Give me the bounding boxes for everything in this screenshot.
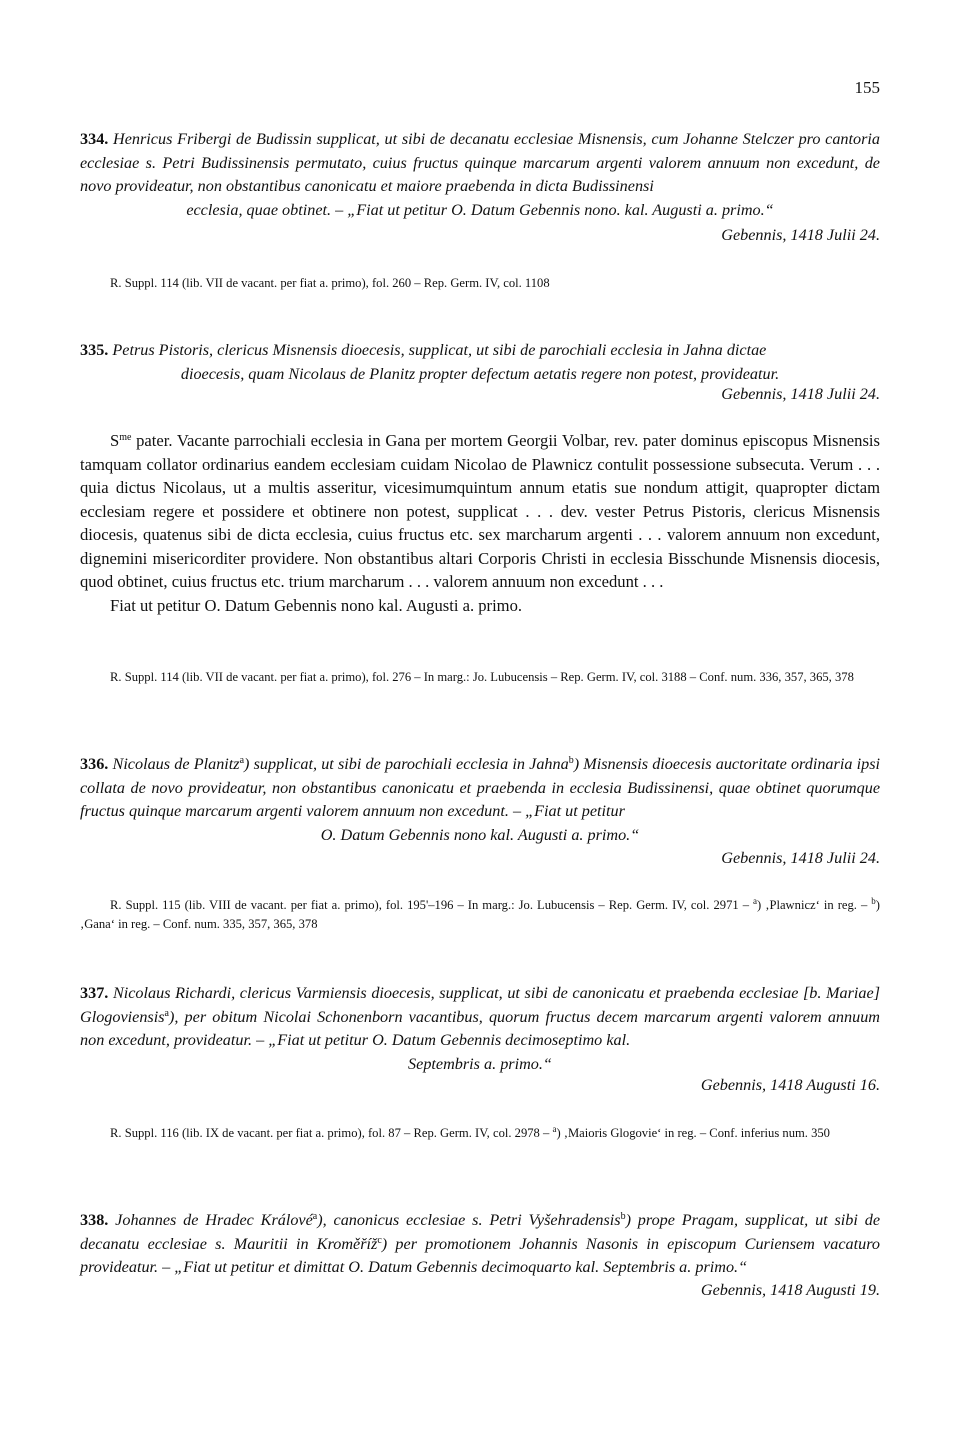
- entry-337-date: Gebennis, 1418 Augusti 16.: [700, 1076, 880, 1094]
- source-text: R. Suppl. 114 (lib. VII de vacant. per fiat a. primo), fol. 276 – In marg.: Jo. Lubucensis – Rep. Germ. IV, col. 3188 – Conf. num. 336, 357, 365, 378: [110, 670, 854, 684]
- footnote-mark: b: [620, 1211, 626, 1222]
- regest-text: ) per promotionem Johannis Nasonis in episcopum Curiensem vacaturo provideatur. – „Fiat ut petitur et dimittat O. Datum Gebennis decimoquarto kal. Septembris a. primo.“: [80, 1234, 880, 1276]
- entry-number: 335.: [80, 341, 109, 359]
- supplication-initial: S: [110, 431, 120, 450]
- regest-text: ), canonicus ecclesiae s. Petri Vyšehradensis: [317, 1211, 621, 1229]
- entry-335-regest: [80, 339, 880, 386]
- entry-337-regest: [80, 982, 880, 1076]
- source-text: R. Suppl. 114 (lib. VII de vacant. per fiat a. primo), fol. 260 – Rep. Germ. IV, col. 1108: [110, 276, 550, 290]
- page-number: 155: [854, 78, 880, 97]
- regest-text-center: O. Datum Gebennis nono kal. Augusti a. primo.“: [320, 825, 640, 844]
- entry-335-supplication-text: [80, 429, 880, 617]
- regest-text-center: Septembris a. primo.“: [408, 1054, 552, 1073]
- entry-number: 338.: [80, 1211, 109, 1229]
- entry-338-regest: [80, 1209, 880, 1280]
- supplication-start: [80, 431, 110, 450]
- source-text: ) ‚Gana‘ in reg. – Conf. num. 335, 357, 365, 378: [80, 898, 880, 931]
- entry-334-date: Gebennis, 1418 Julii 24.: [721, 226, 880, 244]
- entry-number: 336.: [80, 755, 109, 773]
- entry-336-source: [80, 896, 880, 934]
- footnote-mark: a: [164, 1007, 169, 1019]
- regest-text: ) prope Pragam, supplicat, ut sibi de decanatu ecclesiae s. Mauritii in Kroměříž: [80, 1211, 880, 1253]
- source-text: ) ‚Maioris Glogovie‘ in reg. – Conf. inferius num. 350: [556, 1126, 830, 1140]
- regest-text: Johannes de Hradec Králové: [115, 1211, 313, 1229]
- regest-text: Nicolaus de Planitz: [112, 755, 240, 773]
- regest-text: ) supplicat, ut sibi de parochiali ecclesia in Jahna: [244, 755, 569, 773]
- source-text: R. Suppl. 116 (lib. IX de vacant. per fiat a. primo), fol. 87 – Rep. Germ. IV, col. 2978 –: [110, 1126, 553, 1140]
- source-text: R. Suppl. 115 (lib. VIII de vacant. per fiat a. primo), fol. 195'–196 – In marg.: Jo. Lubucensis – Rep. Germ. IV, col. 2971 –: [110, 898, 754, 912]
- footnote-mark: c: [377, 1234, 382, 1246]
- regest-text: Petrus Pistoris, clericus Misnensis dioecesis, supplicat, ut sibi de parochiali ecclesia in Jahna dictae: [112, 341, 767, 359]
- footnote-mark: b: [871, 896, 876, 906]
- footnote-mark: a: [753, 896, 758, 906]
- regest-text-center: ecclesia, quae obtinet. – „Fiat ut petitur O. Datum Gebennis nono. kal. Augusti a. primo.“: [186, 200, 774, 219]
- regest-text-center: dioecesis, quam Nicolaus de Planitz propter defectum aetatis regere non potest, provideatur.: [180, 364, 780, 383]
- footnote-mark: a: [552, 1124, 557, 1134]
- regest-text: Henricus Fribergi de Budissin supplicat, ut sibi de decanatu ecclesiae Misnensis, cum Johanne Stelczer pro cantoria ecclesiae s. Petri Budissinensis permutato, cuius fructus quinque marcarum argenti valorem annuum non excedunt, de novo provideatur, non obstantibus canonicatu et maiore praebenda in dicta Budissinensi: [80, 130, 881, 195]
- entry-number: 334.: [80, 130, 109, 148]
- entry-336-regest: [80, 753, 880, 847]
- regest-text: Nicolaus Richardi, clericus Varmiensis dioecesis, supplicat, ut sibi de canonicatu et praebenda ecclesiae [b. Mariae] Glogoviensis: [80, 984, 880, 1026]
- entry-334-regest: [80, 128, 880, 222]
- source-text: ) ‚Plawnicz‘ in reg. –: [757, 898, 872, 912]
- fiat-line: Fiat ut petitur O. Datum Gebennis nono kal. Augusti a. primo.: [110, 595, 523, 615]
- entry-338-date: Gebennis, 1418 Augusti 19.: [700, 1281, 880, 1299]
- supplication-body: pater. Vacante parrochiali ecclesia in Gana per mortem Georgii Volbar, rev. pater dominus episcopus Misnensis tamquam collator ordinarius eandem ecclesiam cuidam Nicolao de Plawnicz contulit possessione subsecuta. Verum . . . quia dictus Nicolaus, ut a multis asseritur, vicesimumquintum annum etatis sue nondum attigit, quapropter dictam ecclesiam regere et possidere et obtinere non potest, supplicat . . . dev. vester Petrus Pistoris, clericus Misnensis diocesis, quatenus sibi de dicta ecclesia, cuius fructus etc. sex marcharum argenti . . . valorem annuum non excedunt, dignemini misericorditer providere. Non obstantibus altari Corporis Christi in ecclesia Bisschunde Misnensis diocesis, quod obtinet, cuius fructus etc. trium marcharum . . . valorem annuum non excedunt . . .: [80, 431, 880, 591]
- entry-335-date: Gebennis, 1418 Julii 24.: [721, 385, 880, 403]
- footnote-mark: b: [568, 755, 574, 766]
- entry-336-date: Gebennis, 1418 Julii 24.: [721, 849, 880, 867]
- footnote-mark: a: [239, 755, 245, 766]
- regest-text: ), per obitum Nicolai Schonenborn vacantibus, quorum fructus decem marcarum argenti valorem annuum non excedunt, provideatur. – „Fiat ut petitur O. Datum Gebennis decimoseptimo kal.: [80, 1007, 880, 1049]
- entry-334-source: [80, 274, 880, 293]
- footnote-mark: a: [312, 1211, 318, 1222]
- supplication-sup: me: [119, 432, 132, 443]
- regest-text: ) Misnensis dioecesis auctoritate ordinaria ipsi collata de novo provideatur, non obstantibus canonicatu et praebenda in ecclesia Budissinensi, quae obtinet quorumque fructus quinque marcarum argenti valorem annuum non excedunt. – „Fiat ut petitur: [80, 755, 880, 820]
- entry-337-source: [80, 1124, 880, 1143]
- entry-335-source: [80, 668, 880, 687]
- entry-number: 337.: [80, 984, 109, 1002]
